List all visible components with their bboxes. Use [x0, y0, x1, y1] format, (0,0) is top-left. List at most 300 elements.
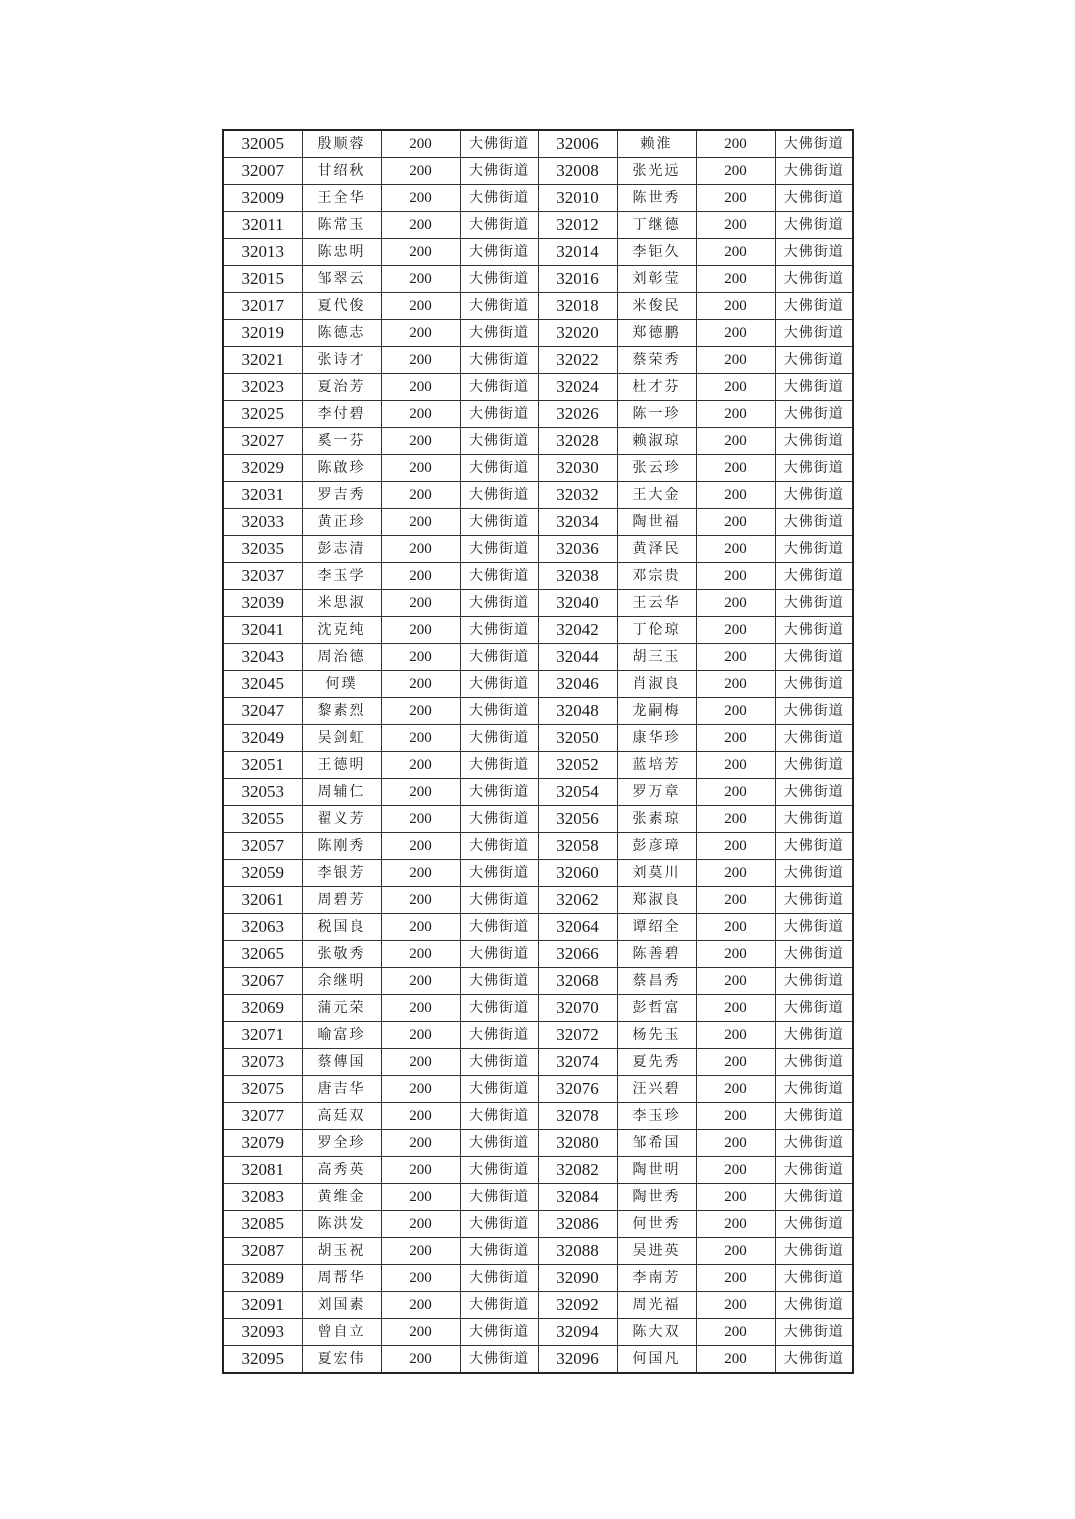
record-id-cell: 32091: [223, 1292, 302, 1319]
table-row: [223, 968, 853, 995]
amount-cell: 200: [381, 725, 460, 752]
street-cell: 大佛街道: [775, 1049, 853, 1076]
name-cell: 沈克纯: [302, 617, 381, 644]
name-cell: 余继明: [302, 968, 381, 995]
table-row: [223, 1130, 853, 1157]
name-cell: 胡玉祝: [302, 1238, 381, 1265]
table-row: [223, 887, 853, 914]
street-cell: 大佛街道: [460, 320, 538, 347]
record-id-cell: 32013: [223, 239, 302, 266]
amount-cell: 200: [696, 482, 775, 509]
roster-table: [222, 129, 854, 1374]
record-id-cell: 32045: [223, 671, 302, 698]
name-cell: 刘莫川: [617, 860, 696, 887]
record-id-cell: 32094: [538, 1319, 617, 1346]
record-id-cell: 32020: [538, 320, 617, 347]
record-id-cell: 32046: [538, 671, 617, 698]
street-cell: 大佛街道: [460, 563, 538, 590]
street-cell: 大佛街道: [460, 617, 538, 644]
record-id-cell: 32008: [538, 158, 617, 185]
amount-cell: 200: [696, 293, 775, 320]
table-row: [223, 158, 853, 185]
record-id-cell: 32057: [223, 833, 302, 860]
record-id-cell: 32062: [538, 887, 617, 914]
record-id-cell: 32017: [223, 293, 302, 320]
record-id-cell: 32056: [538, 806, 617, 833]
amount-cell: 200: [381, 887, 460, 914]
amount-cell: 200: [696, 1130, 775, 1157]
amount-cell: 200: [696, 995, 775, 1022]
table-row: [223, 1157, 853, 1184]
name-cell: 黄泽民: [617, 536, 696, 563]
amount-cell: 200: [381, 1076, 460, 1103]
record-id-cell: 32088: [538, 1238, 617, 1265]
name-cell: 周治德: [302, 644, 381, 671]
name-cell: 何璞: [302, 671, 381, 698]
record-id-cell: 32055: [223, 806, 302, 833]
table-row: [223, 1049, 853, 1076]
table-row: [223, 401, 853, 428]
amount-cell: 200: [381, 617, 460, 644]
amount-cell: 200: [381, 320, 460, 347]
amount-cell: 200: [381, 1346, 460, 1374]
name-cell: 蔡昌秀: [617, 968, 696, 995]
name-cell: 张素琼: [617, 806, 696, 833]
record-id-cell: 32018: [538, 293, 617, 320]
name-cell: 蓝培芳: [617, 752, 696, 779]
name-cell: 彭志清: [302, 536, 381, 563]
name-cell: 蔡荣秀: [617, 347, 696, 374]
table-row: [223, 239, 853, 266]
table-row: [223, 644, 853, 671]
name-cell: 赖淑琼: [617, 428, 696, 455]
street-cell: 大佛街道: [460, 158, 538, 185]
amount-cell: 200: [381, 941, 460, 968]
street-cell: 大佛街道: [775, 752, 853, 779]
record-id-cell: 32040: [538, 590, 617, 617]
name-cell: 郑德鹏: [617, 320, 696, 347]
record-id-cell: 32082: [538, 1157, 617, 1184]
table-row: [223, 617, 853, 644]
amount-cell: 200: [696, 806, 775, 833]
record-id-cell: 32060: [538, 860, 617, 887]
amount-cell: 200: [381, 1265, 460, 1292]
amount-cell: 200: [381, 833, 460, 860]
record-id-cell: 32049: [223, 725, 302, 752]
street-cell: 大佛街道: [775, 1346, 853, 1374]
street-cell: 大佛街道: [460, 725, 538, 752]
name-cell: 奚一芬: [302, 428, 381, 455]
record-id-cell: 32041: [223, 617, 302, 644]
street-cell: 大佛街道: [775, 860, 853, 887]
name-cell: 高秀英: [302, 1157, 381, 1184]
record-id-cell: 32051: [223, 752, 302, 779]
table-row: [223, 671, 853, 698]
amount-cell: 200: [381, 1211, 460, 1238]
street-cell: 大佛街道: [460, 968, 538, 995]
name-cell: 吴剑虹: [302, 725, 381, 752]
name-cell: 张诗才: [302, 347, 381, 374]
record-id-cell: 32073: [223, 1049, 302, 1076]
street-cell: 大佛街道: [775, 968, 853, 995]
amount-cell: 200: [381, 671, 460, 698]
amount-cell: 200: [381, 347, 460, 374]
amount-cell: 200: [381, 1319, 460, 1346]
table-row: [223, 860, 853, 887]
table-row: [223, 482, 853, 509]
amount-cell: 200: [696, 968, 775, 995]
record-id-cell: 32050: [538, 725, 617, 752]
amount-cell: 200: [381, 779, 460, 806]
amount-cell: 200: [381, 266, 460, 293]
record-id-cell: 32063: [223, 914, 302, 941]
record-id-cell: 32035: [223, 536, 302, 563]
table-row: [223, 941, 853, 968]
table-row: [223, 833, 853, 860]
name-cell: 邹翠云: [302, 266, 381, 293]
record-id-cell: 32014: [538, 239, 617, 266]
street-cell: 大佛街道: [460, 860, 538, 887]
record-id-cell: 32096: [538, 1346, 617, 1374]
record-id-cell: 32067: [223, 968, 302, 995]
record-id-cell: 32070: [538, 995, 617, 1022]
street-cell: 大佛街道: [460, 536, 538, 563]
record-id-cell: 32042: [538, 617, 617, 644]
record-id-cell: 32077: [223, 1103, 302, 1130]
record-id-cell: 32034: [538, 509, 617, 536]
street-cell: 大佛街道: [460, 1238, 538, 1265]
street-cell: 大佛街道: [775, 536, 853, 563]
amount-cell: 200: [381, 374, 460, 401]
amount-cell: 200: [381, 401, 460, 428]
table-row: [223, 725, 853, 752]
record-id-cell: 32036: [538, 536, 617, 563]
table-row: [223, 995, 853, 1022]
name-cell: 李玉学: [302, 563, 381, 590]
name-cell: 陈一珍: [617, 401, 696, 428]
name-cell: 张敬秀: [302, 941, 381, 968]
street-cell: 大佛街道: [460, 455, 538, 482]
street-cell: 大佛街道: [775, 1319, 853, 1346]
record-id-cell: 32044: [538, 644, 617, 671]
record-id-cell: 32093: [223, 1319, 302, 1346]
street-cell: 大佛街道: [775, 725, 853, 752]
street-cell: 大佛街道: [775, 401, 853, 428]
amount-cell: 200: [381, 563, 460, 590]
name-cell: 甘绍秋: [302, 158, 381, 185]
amount-cell: 200: [381, 455, 460, 482]
record-id-cell: 32031: [223, 482, 302, 509]
street-cell: 大佛街道: [460, 266, 538, 293]
amount-cell: 200: [381, 752, 460, 779]
street-cell: 大佛街道: [460, 185, 538, 212]
name-cell: 唐吉华: [302, 1076, 381, 1103]
amount-cell: 200: [696, 185, 775, 212]
street-cell: 大佛街道: [775, 130, 853, 158]
record-id-cell: 32026: [538, 401, 617, 428]
name-cell: 陶世秀: [617, 1184, 696, 1211]
table-row: [223, 320, 853, 347]
name-cell: 黄正珍: [302, 509, 381, 536]
street-cell: 大佛街道: [460, 239, 538, 266]
name-cell: 周帮华: [302, 1265, 381, 1292]
street-cell: 大佛街道: [775, 995, 853, 1022]
record-id-cell: 32025: [223, 401, 302, 428]
amount-cell: 200: [381, 130, 460, 158]
name-cell: 丁继德: [617, 212, 696, 239]
record-id-cell: 32052: [538, 752, 617, 779]
street-cell: 大佛街道: [460, 428, 538, 455]
street-cell: 大佛街道: [775, 671, 853, 698]
street-cell: 大佛街道: [460, 1022, 538, 1049]
record-id-cell: 32072: [538, 1022, 617, 1049]
table-row: [223, 1103, 853, 1130]
record-id-cell: 32086: [538, 1211, 617, 1238]
street-cell: 大佛街道: [775, 1076, 853, 1103]
street-cell: 大佛街道: [775, 1103, 853, 1130]
table-row: [223, 1292, 853, 1319]
name-cell: 夏先秀: [617, 1049, 696, 1076]
street-cell: 大佛街道: [460, 698, 538, 725]
street-cell: 大佛街道: [460, 590, 538, 617]
table-row: [223, 590, 853, 617]
record-id-cell: 32087: [223, 1238, 302, 1265]
table-row: [223, 428, 853, 455]
street-cell: 大佛街道: [775, 482, 853, 509]
name-cell: 王云华: [617, 590, 696, 617]
record-id-cell: 32022: [538, 347, 617, 374]
record-id-cell: 32064: [538, 914, 617, 941]
amount-cell: 200: [381, 536, 460, 563]
amount-cell: 200: [696, 1265, 775, 1292]
record-id-cell: 32066: [538, 941, 617, 968]
record-id-cell: 32043: [223, 644, 302, 671]
street-cell: 大佛街道: [460, 644, 538, 671]
record-id-cell: 32011: [223, 212, 302, 239]
street-cell: 大佛街道: [460, 1130, 538, 1157]
street-cell: 大佛街道: [775, 293, 853, 320]
name-cell: 杜才芬: [617, 374, 696, 401]
amount-cell: 200: [381, 1049, 460, 1076]
name-cell: 汪兴碧: [617, 1076, 696, 1103]
table-row: [223, 293, 853, 320]
amount-cell: 200: [381, 1184, 460, 1211]
record-id-cell: 32038: [538, 563, 617, 590]
record-id-cell: 32007: [223, 158, 302, 185]
record-id-cell: 32015: [223, 266, 302, 293]
name-cell: 殷顺蓉: [302, 130, 381, 158]
street-cell: 大佛街道: [775, 590, 853, 617]
amount-cell: 200: [696, 455, 775, 482]
street-cell: 大佛街道: [460, 293, 538, 320]
amount-cell: 200: [696, 158, 775, 185]
amount-cell: 200: [696, 212, 775, 239]
name-cell: 李玉珍: [617, 1103, 696, 1130]
record-id-cell: 32078: [538, 1103, 617, 1130]
amount-cell: 200: [381, 1022, 460, 1049]
table-row: [223, 1238, 853, 1265]
amount-cell: 200: [696, 266, 775, 293]
amount-cell: 200: [696, 1346, 775, 1374]
amount-cell: 200: [381, 995, 460, 1022]
street-cell: 大佛街道: [775, 914, 853, 941]
name-cell: 罗全珍: [302, 1130, 381, 1157]
amount-cell: 200: [381, 239, 460, 266]
street-cell: 大佛街道: [775, 1265, 853, 1292]
street-cell: 大佛街道: [775, 1022, 853, 1049]
amount-cell: 200: [696, 130, 775, 158]
record-id-cell: 32048: [538, 698, 617, 725]
street-cell: 大佛街道: [775, 617, 853, 644]
record-id-cell: 32024: [538, 374, 617, 401]
table-row: [223, 212, 853, 239]
street-cell: 大佛街道: [460, 1292, 538, 1319]
table-row: [223, 130, 853, 158]
amount-cell: 200: [696, 671, 775, 698]
street-cell: 大佛街道: [460, 995, 538, 1022]
record-id-cell: 32079: [223, 1130, 302, 1157]
table-row: [223, 752, 853, 779]
name-cell: 周辅仁: [302, 779, 381, 806]
street-cell: 大佛街道: [460, 1184, 538, 1211]
name-cell: 邹希国: [617, 1130, 696, 1157]
amount-cell: 200: [696, 698, 775, 725]
name-cell: 周光福: [617, 1292, 696, 1319]
record-id-cell: 32016: [538, 266, 617, 293]
record-id-cell: 32023: [223, 374, 302, 401]
street-cell: 大佛街道: [460, 887, 538, 914]
record-id-cell: 32027: [223, 428, 302, 455]
amount-cell: 200: [381, 1157, 460, 1184]
roster-body: [223, 130, 853, 1373]
street-cell: 大佛街道: [775, 1211, 853, 1238]
street-cell: 大佛街道: [775, 1292, 853, 1319]
record-id-cell: 32069: [223, 995, 302, 1022]
record-id-cell: 32054: [538, 779, 617, 806]
record-id-cell: 32005: [223, 130, 302, 158]
street-cell: 大佛街道: [775, 563, 853, 590]
street-cell: 大佛街道: [460, 130, 538, 158]
amount-cell: 200: [381, 482, 460, 509]
name-cell: 胡三玉: [617, 644, 696, 671]
name-cell: 郑淑良: [617, 887, 696, 914]
amount-cell: 200: [381, 644, 460, 671]
record-id-cell: 32019: [223, 320, 302, 347]
name-cell: 肖淑良: [617, 671, 696, 698]
street-cell: 大佛街道: [775, 887, 853, 914]
street-cell: 大佛街道: [460, 482, 538, 509]
amount-cell: 200: [696, 1211, 775, 1238]
amount-cell: 200: [381, 860, 460, 887]
amount-cell: 200: [381, 212, 460, 239]
record-id-cell: 32065: [223, 941, 302, 968]
name-cell: 陶世福: [617, 509, 696, 536]
amount-cell: 200: [696, 1157, 775, 1184]
amount-cell: 200: [381, 185, 460, 212]
name-cell: 蔡傳国: [302, 1049, 381, 1076]
amount-cell: 200: [696, 887, 775, 914]
name-cell: 税国良: [302, 914, 381, 941]
name-cell: 王全华: [302, 185, 381, 212]
table-row: [223, 185, 853, 212]
amount-cell: 200: [696, 833, 775, 860]
amount-cell: 200: [696, 590, 775, 617]
street-cell: 大佛街道: [775, 1238, 853, 1265]
street-cell: 大佛街道: [775, 509, 853, 536]
amount-cell: 200: [696, 1184, 775, 1211]
name-cell: 曾自立: [302, 1319, 381, 1346]
street-cell: 大佛街道: [460, 1319, 538, 1346]
amount-cell: 200: [696, 320, 775, 347]
record-id-cell: 32029: [223, 455, 302, 482]
record-id-cell: 32068: [538, 968, 617, 995]
name-cell: 陈常玉: [302, 212, 381, 239]
table-row: [223, 779, 853, 806]
record-id-cell: 32083: [223, 1184, 302, 1211]
amount-cell: 200: [381, 428, 460, 455]
name-cell: 王德明: [302, 752, 381, 779]
street-cell: 大佛街道: [775, 158, 853, 185]
street-cell: 大佛街道: [460, 347, 538, 374]
name-cell: 陈刚秀: [302, 833, 381, 860]
name-cell: 杨先玉: [617, 1022, 696, 1049]
amount-cell: 200: [696, 347, 775, 374]
amount-cell: 200: [696, 1049, 775, 1076]
name-cell: 李钜久: [617, 239, 696, 266]
record-id-cell: 32059: [223, 860, 302, 887]
street-cell: 大佛街道: [775, 806, 853, 833]
name-cell: 翟义芳: [302, 806, 381, 833]
street-cell: 大佛街道: [775, 1184, 853, 1211]
amount-cell: 200: [696, 914, 775, 941]
street-cell: 大佛街道: [775, 941, 853, 968]
amount-cell: 200: [381, 1238, 460, 1265]
street-cell: 大佛街道: [460, 401, 538, 428]
street-cell: 大佛街道: [775, 1130, 853, 1157]
record-id-cell: 32009: [223, 185, 302, 212]
record-id-cell: 32047: [223, 698, 302, 725]
table-row: [223, 563, 853, 590]
name-cell: 陈忠明: [302, 239, 381, 266]
amount-cell: 200: [381, 590, 460, 617]
name-cell: 喻富珍: [302, 1022, 381, 1049]
street-cell: 大佛街道: [460, 914, 538, 941]
amount-cell: 200: [381, 1292, 460, 1319]
table-row: [223, 698, 853, 725]
name-cell: 李南芳: [617, 1265, 696, 1292]
name-cell: 陶世明: [617, 1157, 696, 1184]
amount-cell: 200: [696, 860, 775, 887]
record-id-cell: 32081: [223, 1157, 302, 1184]
name-cell: 陈善碧: [617, 941, 696, 968]
record-id-cell: 32028: [538, 428, 617, 455]
street-cell: 大佛街道: [460, 1103, 538, 1130]
street-cell: 大佛街道: [460, 374, 538, 401]
name-cell: 陈啟珍: [302, 455, 381, 482]
street-cell: 大佛街道: [775, 428, 853, 455]
amount-cell: 200: [696, 401, 775, 428]
name-cell: 高廷双: [302, 1103, 381, 1130]
amount-cell: 200: [696, 617, 775, 644]
table-row: [223, 806, 853, 833]
amount-cell: 200: [696, 1076, 775, 1103]
table-row: [223, 1022, 853, 1049]
record-id-cell: 32006: [538, 130, 617, 158]
street-cell: 大佛街道: [460, 1049, 538, 1076]
table-row: [223, 1211, 853, 1238]
amount-cell: 200: [381, 968, 460, 995]
street-cell: 大佛街道: [460, 1211, 538, 1238]
